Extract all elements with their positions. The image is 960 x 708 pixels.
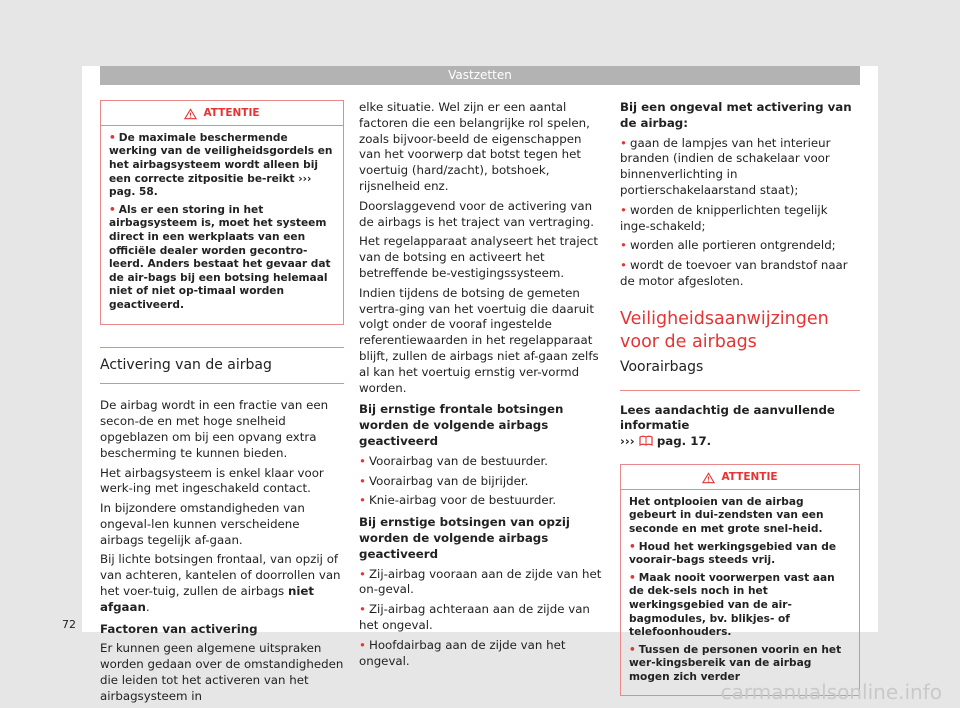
list-item: • Zij-airbag achteraan aan de zijde van het ongeval. — [359, 602, 590, 632]
warning-item: • Houd het werkingsgebied van de voorair-bags steeds vrij. — [629, 540, 837, 567]
section-title: Activering van de airbag — [100, 347, 344, 385]
book-reference-icon — [639, 435, 653, 446]
warning-box — [100, 100, 344, 325]
warning-item: • De maximale beschermende werking van de veiligheidsgordels en het airbagsysteem wordt alleen bij een correcte zitpositie be-reikt ››› pag. 58. — [109, 131, 333, 199]
column-2 — [359, 100, 603, 673]
warning-body — [621, 490, 859, 696]
warning-box — [620, 464, 860, 697]
warning-item: • Tussen de personen voorin en het wer-kingsbereik van de airbag mogen zich verder — [629, 643, 842, 683]
column-1 — [100, 100, 344, 708]
list-item: • gaan de lampjes van het interieur branden (indien de schakelaar voor binnenverlichting in portierschakelaarstand staat); — [620, 135, 831, 197]
list-item: • Voorairbag van de bestuurder. — [359, 453, 549, 468]
paragraph: Doorslaggevend voor de activering van de airbags is het traject van vertraging. — [359, 198, 595, 229]
list-item: • Hoofdairbag aan de zijde van het ongeval. — [359, 637, 566, 668]
paragraph: Bij lichte botsingen frontaal, van opzij of van achteren, kantelen of doorrollen van het voer-tuig, zullen de airbags niet afgaan. — [100, 552, 341, 614]
subsection-title: Voorairbags — [620, 360, 860, 391]
warning-body — [101, 126, 343, 324]
paragraph: Het airbagsysteem is enkel klaar voor werk-ing met ingeschakeld contact. — [100, 465, 324, 496]
list-item: • worden alle portieren ontgrendeld; — [620, 238, 836, 253]
warning-header — [621, 465, 859, 490]
list-item: • wordt de toevoer van brandstof naar de motor afgesloten. — [620, 258, 848, 288]
warning-item: • Als er een storing in het airbagsysteem is, moet het systeem direct in een werkplaats van een officiële dealer worden gecontro-leerd. Anders bestaat het gevaar dat de air-bags bij een botsing helemaal niet of niet op-timaal worden geactiveerd. — [109, 203, 331, 311]
watermark: carmanualsonline.info — [720, 680, 942, 704]
paragraph: De airbag wordt in een fractie van een secon-de en met hoge snelheid opgeblazen om bij een opvang extra bescherming te kunnen bieden. — [100, 398, 329, 460]
page-number: 72 — [62, 618, 76, 631]
warning-intro: Het ontplooien van de airbag gebeurt in dui-zendsten van een seconde en met grote snel-heid. — [629, 495, 824, 535]
paragraph: Er kunnen geen algemene uitspraken worden gedaan over de omstandigheden die leiden tot het activeren van het airbagsysteem in — [100, 641, 344, 703]
factors-heading: Factoren van activering — [100, 621, 258, 636]
paragraph: Indien tijdens de botsing de gemeten vertra-ging van het voertuig die daaruit volgt onder de vooraf ingestelde referentiewaarden in het regelapparaat blijft, zullen de airbags niet af-gaan zelfs al kan het voertuig ernstig ver-vormd worden. — [359, 285, 599, 395]
list-item: • Zij-airbag vooraan aan de zijde van het on-geval. — [359, 566, 602, 597]
warning-triangle-icon — [184, 108, 197, 120]
page-header: Vastzetten — [100, 66, 860, 85]
accident-heading: Bij een ongeval met activering van de airbag: — [620, 100, 852, 130]
list-item: • Knie-airbag voor de bestuurder. — [359, 493, 557, 508]
warning-label: ATTENTIE — [721, 470, 778, 483]
list-item: • worden de knipperlichten tegelijk inge-schakeld; — [620, 202, 828, 233]
warning-header — [101, 101, 343, 126]
warning-triangle-icon — [702, 472, 715, 484]
warning-label: ATTENTIE — [203, 107, 260, 119]
paragraph: Het regelapparaat analyseert het traject van de botsing en activeert het betreffende be-vestigingssysteem. — [359, 234, 599, 280]
read-note: Lees aandachtig de aanvullende informatie ››› pag. 17. — [620, 402, 835, 449]
frontal-heading: Bij ernstige frontale botsingen worden de volgende airbags geactiveerd — [359, 402, 564, 448]
side-heading: Bij ernstige botsingen van opzij worden de volgende airbags geactiveerd — [359, 515, 570, 561]
paragraph: In bijzondere omstandigheden van ongeval-len kunnen verscheidene airbags tegelijk af-gaan. — [100, 501, 305, 547]
warning-item: • Maak nooit voorwerpen vast aan de dek-sels noch in het werkingsgebied van de air-bagmodules, bv. blikjes- of telefoonhouders. — [629, 571, 835, 639]
list-item: • Voorairbag van de bijrijder. — [359, 473, 529, 488]
paragraph: elke situatie. Wel zijn er een aantal factoren die een belangrijke rol spelen, zoals bijvoor-beeld de eigenschappen van het voorwerp dat botst tegen het voertuig (hard/zacht), botshoek, rijsnelheid enz. — [359, 100, 590, 193]
reference-arrows: ››› — [620, 434, 635, 449]
column-3 — [620, 100, 860, 696]
chapter-title: Veiligheidsaanwijzingen voor de airbags — [620, 308, 829, 352]
